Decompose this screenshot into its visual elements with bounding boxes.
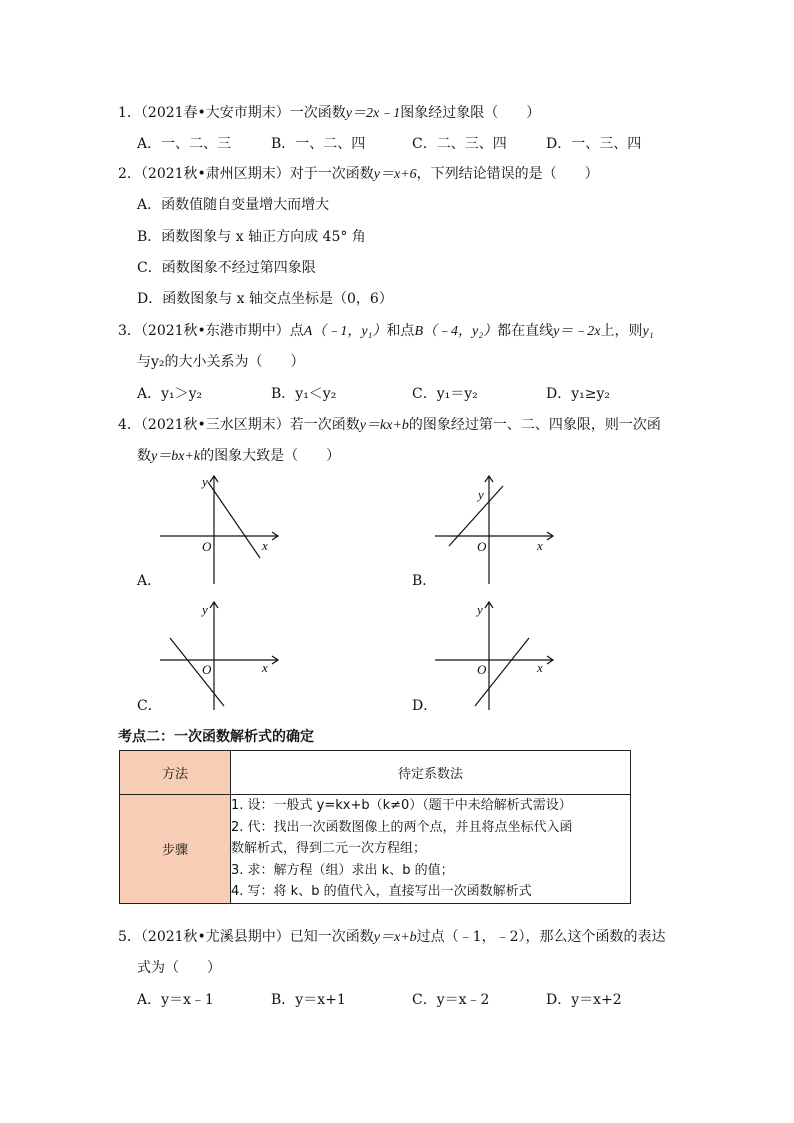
q2-option-c[interactable]: C．函数图象不经过第四象限 bbox=[137, 260, 316, 276]
step-2: 2. 代：找出一次函数图像上的两个点，并且将点坐标代入函 bbox=[231, 819, 573, 835]
method-table bbox=[119, 750, 631, 904]
method-label: 方法 bbox=[120, 751, 231, 795]
q5-option-d[interactable]: D．y＝x+2 bbox=[546, 992, 622, 1008]
graph-a-x-label: x bbox=[262, 538, 268, 553]
q2-stem: 2．（2021秋•肃州区期末）对于一次函数y＝x+6，下列结论错误的是（ ） bbox=[118, 166, 599, 182]
q1-option-b[interactable]: B．一、二、四 bbox=[271, 136, 366, 152]
graph-d-option[interactable]: D． bbox=[412, 698, 438, 714]
graph-d-x-label: x bbox=[537, 660, 543, 675]
q4-stem-line2: 数y＝bx+k的图象大致是（ ） bbox=[137, 448, 341, 464]
graph-c-origin-label: O bbox=[202, 662, 212, 677]
q5-option-c[interactable]: C．y＝x﹣2 bbox=[412, 992, 490, 1008]
q2-option-a[interactable]: A．函数值随自变量增大而增大 bbox=[137, 197, 330, 213]
steps-label: 步骤 bbox=[120, 795, 231, 904]
q5-option-b[interactable]: B．y＝x+1 bbox=[271, 992, 346, 1008]
method-value: 待定系数法 bbox=[231, 751, 631, 795]
q4-stem: 4．（2021秋•三水区期末）若一次函数y＝kx+b的图象经过第一、二、四象限，则一次函 bbox=[118, 417, 661, 433]
graph-d-origin-label: O bbox=[477, 662, 487, 677]
graph-d-y-label: y bbox=[477, 602, 483, 617]
graph-c[interactable] bbox=[160, 600, 290, 712]
q1-stem: 1．（2021春•大安市期末）一次函数y＝2x﹣1图象经过象限（ ） bbox=[118, 105, 541, 121]
q3-stem: 3．（2021秋•东港市期中）点A（﹣1，y₁）和点B（﹣4，y₂）都在直线y＝﹣2x上，则y₁ bbox=[118, 323, 654, 339]
q1-option-d[interactable]: D．一、三、四 bbox=[546, 136, 642, 152]
graph-a-option[interactable]: A． bbox=[137, 573, 162, 589]
q3-option-a[interactable]: A．y₁＞y₂ bbox=[137, 386, 203, 402]
step-3: 3. 求：解方程（组）求出 k、b 的值； bbox=[231, 862, 454, 878]
q3-option-c[interactable]: C．y₁＝y₂ bbox=[412, 386, 478, 402]
graph-a-origin-label: O bbox=[202, 539, 212, 554]
graph-d[interactable] bbox=[435, 600, 565, 712]
graph-c-option[interactable]: C． bbox=[137, 698, 162, 714]
graph-c-y-label: y bbox=[202, 602, 208, 617]
graph-b-origin-label: O bbox=[477, 539, 487, 554]
q5-option-a[interactable]: A．y＝x﹣1 bbox=[137, 992, 214, 1008]
graph-a-line bbox=[208, 482, 260, 558]
q1-option-a[interactable]: A．一、二、三 bbox=[137, 136, 232, 152]
q3-option-b[interactable]: B．y₁＜y₂ bbox=[271, 386, 337, 402]
graph-b-x-label: x bbox=[537, 538, 543, 553]
graph-c-line bbox=[170, 638, 224, 706]
step-4: 4. 写：将 k、b 的值代入，直接写出一次函数解析式 bbox=[231, 884, 532, 899]
q3-stem-line2: 与y₂的大小关系为（ ） bbox=[137, 354, 305, 370]
section-title: 考点二：一次函数解析式的确定 bbox=[118, 729, 314, 745]
q5-stem: 5．（2021秋•尤溪县期中）已知一次函数y＝x+b过点（﹣1，﹣2），那么这个函数的表达 bbox=[118, 929, 666, 945]
graph-b-option[interactable]: B． bbox=[412, 573, 437, 589]
q5-stem-line2: 式为（ ） bbox=[137, 960, 221, 976]
graph-b[interactable] bbox=[435, 474, 565, 586]
graph-b-line bbox=[449, 486, 503, 546]
step-1: 1. 设：一般式 y=kx+b（k≠0）（题干中未给解析式需设） bbox=[231, 798, 572, 813]
q2-option-d[interactable]: D．函数图象与 x 轴交点坐标是（0，6） bbox=[137, 291, 393, 307]
graph-c-x-label: x bbox=[262, 660, 268, 675]
q1-option-c[interactable]: C．二、三、四 bbox=[412, 136, 507, 152]
q3-option-d[interactable]: D．y₁≥y₂ bbox=[546, 386, 610, 402]
steps-row bbox=[120, 795, 631, 904]
step-2-cont: 数解析式，得到二元一次方程组； bbox=[231, 841, 427, 856]
graph-a-y-label: y bbox=[202, 474, 208, 489]
graph-a[interactable] bbox=[160, 474, 290, 586]
graph-b-y-label: y bbox=[478, 487, 484, 502]
steps-list bbox=[231, 795, 631, 904]
method-row bbox=[120, 751, 631, 795]
q2-option-b[interactable]: B．函数图象与 x 轴正方向成 45° 角 bbox=[137, 229, 366, 245]
